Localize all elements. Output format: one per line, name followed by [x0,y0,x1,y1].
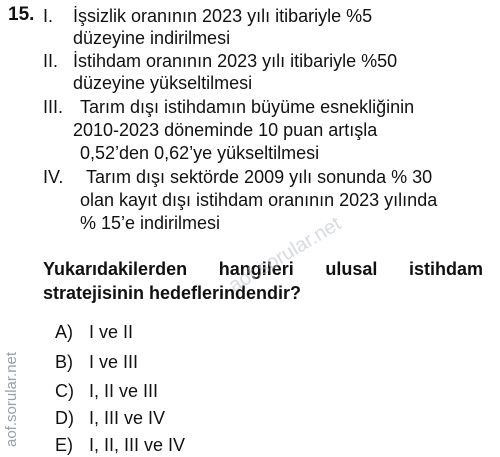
option-d-text: I, III ve IV [89,408,166,428]
option-b[interactable] [55,351,138,373]
option-d[interactable] [55,407,165,429]
option-e-text: I, II, III ve IV [89,435,186,455]
option-c[interactable] [55,380,158,402]
item-2-line-2: düzeyine yükseltilmesi [73,73,253,93]
item-4-line-1: Tarım dışı sektörde 2009 yılı sonunda % 30 [86,167,433,187]
item-1-line-1: İşsizlik oranının 2023 yılı itibariyle %5 [73,6,373,26]
option-a-text: I ve II [89,322,134,342]
item-3-line-2: 2010-2023 döneminde 10 puan artışla [73,120,378,140]
item-3-line-1: Tarım dışı istihdamın büyüme esnekliğinin [80,97,415,117]
option-b-letter: B) [55,352,73,372]
option-d-letter: D) [55,408,74,428]
option-b-text: I ve III [89,352,139,372]
option-c-letter: C) [55,381,74,401]
option-e[interactable] [55,434,185,456]
roman-numeral-3: III. [43,97,64,117]
roman-numeral-2: II. [43,51,59,71]
item-1-line-2: düzeyine indirilmesi [73,28,231,48]
option-c-text: I, II ve III [89,381,159,401]
option-a-letter: A) [55,322,73,342]
item-4-line-3: % 15’e indirilmesi [80,213,221,233]
option-e-letter: E) [55,435,73,455]
watermark-vertical: aof.sorular.net [3,351,20,447]
item-2-line-1: İstihdam oranının 2023 yılı itibariyle %50 [73,51,398,71]
question-stem: Yukarıdakilerden hangileri ulusal istihdam stratejisinin hedeflerindendir? [43,259,483,303]
option-a[interactable] [55,321,133,343]
question-number: 15. [8,4,35,25]
item-4-line-2: olan kayıt dışı istihdam oranının 2023 yılında [80,190,438,210]
roman-numeral-4: IV. [43,167,64,187]
watermark-diagonal: aof.sorular.net [225,212,345,297]
roman-numeral-1: I. [43,6,54,26]
item-3-line-3: 0,52’den 0,62’ye yükseltilmesi [80,143,320,163]
